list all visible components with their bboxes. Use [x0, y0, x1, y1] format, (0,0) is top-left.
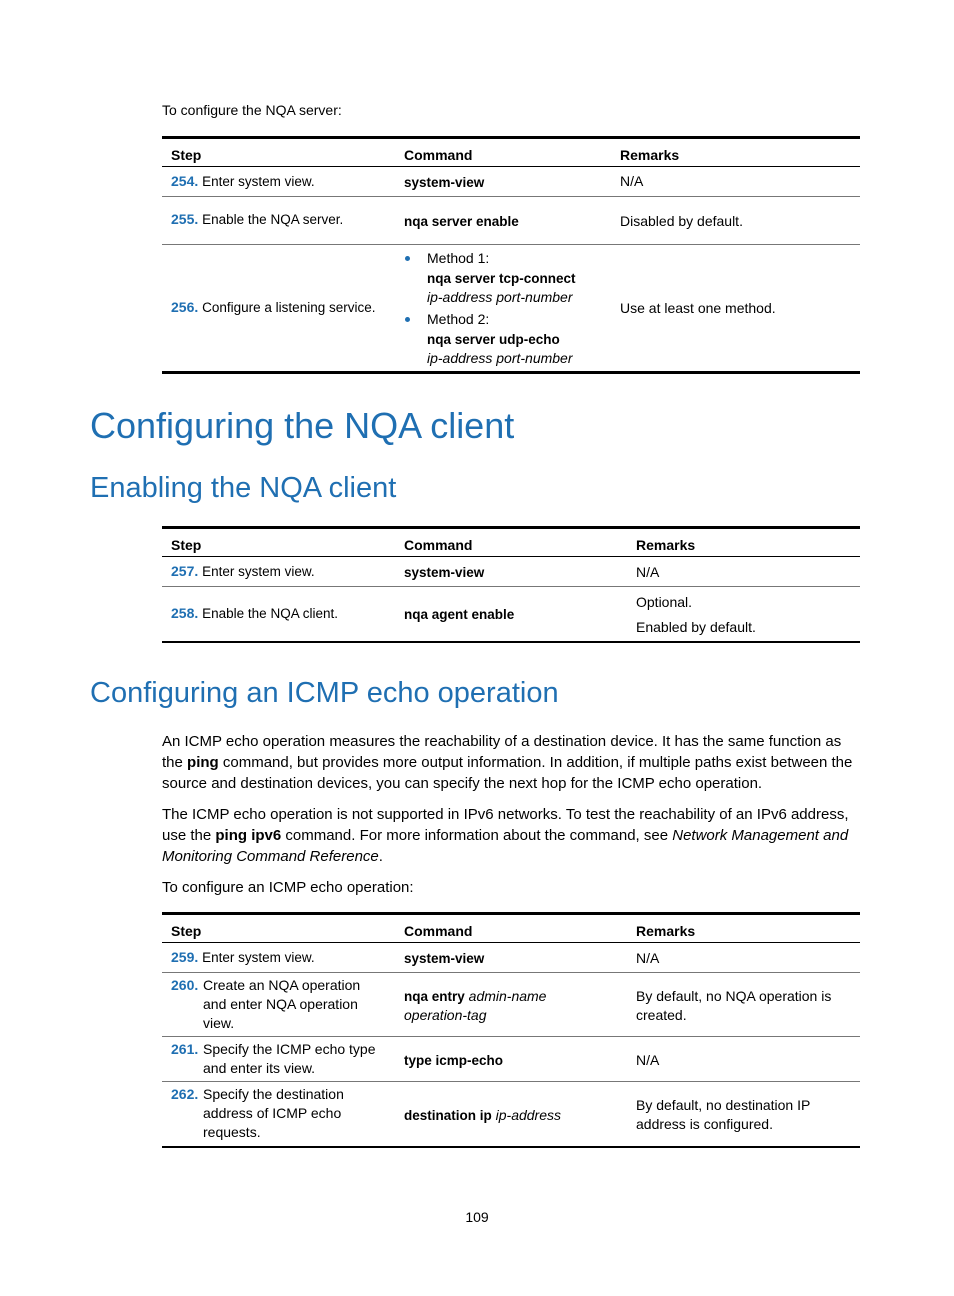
step-text: and enter NQA operation	[203, 996, 358, 1012]
step-number: 254.	[171, 173, 199, 189]
method-1-command: nqa server tcp-connect	[427, 271, 576, 286]
remarks-text: created.	[636, 1007, 687, 1023]
command-text: type icmp-echo	[404, 1053, 504, 1068]
heading-configuring-nqa-client: Configuring the NQA client	[90, 405, 515, 446]
step-text: Enable the NQA client.	[202, 606, 338, 621]
command-text: system-view	[404, 951, 485, 966]
row-divider	[162, 1036, 860, 1037]
method-2-argument: ip-address port-number	[427, 350, 573, 366]
row-divider	[162, 196, 860, 197]
command-argument: admin-name	[468, 988, 547, 1004]
heading-configuring-icmp-echo: Configuring an ICMP echo operation	[90, 677, 559, 709]
paragraph-ipv6-note	[162, 804, 864, 867]
method-1-label: Method 1:	[427, 250, 490, 266]
reference-title: Network Management and Monitoring Command Reference	[162, 827, 849, 865]
table-bottom-rule	[162, 641, 860, 643]
step-text: Enable the NQA server.	[202, 212, 344, 227]
command-text: nqa agent enable	[404, 607, 515, 622]
header-remarks: Remarks	[636, 537, 696, 553]
header-step: Step	[171, 537, 202, 553]
header-command: Command	[404, 537, 473, 553]
header-rule	[162, 942, 860, 943]
method-2-command: nqa server udp-echo	[427, 332, 560, 347]
step-text: Create an NQA operation	[203, 977, 361, 993]
step-number: 258.	[171, 605, 199, 621]
method-2-label: Method 2:	[427, 311, 490, 327]
row-divider	[162, 972, 860, 973]
command-argument: ip-address	[495, 1107, 562, 1123]
row-divider	[162, 586, 860, 587]
table-row	[171, 562, 315, 581]
step-text: and enter its view.	[203, 1060, 316, 1076]
step-number: 262.	[171, 1086, 199, 1102]
header-command: Command	[404, 923, 473, 939]
remarks-text: Disabled by default.	[620, 213, 743, 229]
header-command: Command	[404, 147, 473, 163]
intro-server-text: To configure the NQA server:	[162, 102, 342, 118]
step-text: address of ICMP echo	[203, 1105, 342, 1121]
table-bottom-rule	[162, 371, 860, 374]
step-text: Enter system view.	[202, 950, 315, 965]
header-remarks: Remarks	[620, 147, 680, 163]
step-number: 255.	[171, 211, 199, 227]
command-text	[404, 987, 546, 1006]
paragraph-text: command, but provides more output information. In addition, if multiple paths exist between the source and destination devices, you can specify the next hop for the ICMP echo operation.	[162, 754, 853, 792]
table-row	[171, 210, 343, 229]
table-row	[171, 948, 315, 967]
step-text: Enter system view.	[202, 174, 315, 189]
step-number: 261.	[171, 1041, 199, 1057]
header-step: Step	[171, 147, 202, 163]
header-step: Step	[171, 923, 202, 939]
step-number: 259.	[171, 949, 199, 965]
row-divider	[162, 1081, 860, 1082]
header-rule	[162, 166, 860, 167]
bullet-icon	[405, 317, 410, 322]
paragraph-text: An ICMP echo operation measures the reachability of a destination device. It has the same function as the	[162, 733, 842, 771]
remarks-text: By default, no NQA operation is	[636, 988, 832, 1004]
step-text: Specify the destination	[203, 1086, 344, 1102]
paragraph-text: command. For more information about the command, see	[281, 827, 673, 844]
command-text: system-view	[404, 175, 485, 190]
step-text: requests.	[203, 1124, 261, 1140]
step-number: 256.	[171, 299, 199, 315]
intro-icmp-text: To configure an ICMP echo operation:	[162, 879, 414, 896]
header-rule	[162, 556, 860, 557]
remarks-text: Optional.	[636, 594, 693, 610]
command-ping-ipv6: ping ipv6	[215, 827, 282, 844]
command-text: nqa server enable	[404, 214, 519, 229]
bullet-icon	[405, 256, 410, 261]
table-top-rule	[162, 136, 860, 139]
table-row	[171, 298, 375, 317]
step-number: 257.	[171, 563, 199, 579]
header-remarks: Remarks	[636, 923, 696, 939]
remarks-text: By default, no destination IP	[636, 1097, 811, 1113]
remarks-text: N/A	[636, 950, 660, 966]
heading-enabling-nqa-client: Enabling the NQA client	[90, 472, 397, 504]
remarks-text: N/A	[620, 173, 644, 189]
step-text: Configure a listening service.	[202, 300, 376, 315]
command-argument: operation-tag	[404, 1007, 487, 1023]
step-text: Specify the ICMP echo type	[203, 1041, 376, 1057]
table-row	[171, 604, 338, 623]
command-text	[404, 1106, 561, 1125]
command-text: system-view	[404, 565, 485, 580]
remarks-text: N/A	[636, 564, 660, 580]
table-row	[171, 172, 315, 191]
command-keyword: destination ip	[404, 1108, 492, 1123]
step-number: 260.	[171, 977, 199, 993]
remarks-text: N/A	[636, 1052, 660, 1068]
table-top-rule	[162, 912, 860, 915]
table-top-rule	[162, 526, 860, 529]
command-keyword: nqa entry	[404, 989, 465, 1004]
step-text: view.	[203, 1015, 235, 1031]
row-divider	[162, 244, 860, 245]
paragraph-text: The ICMP echo operation is not supported in IPv6 networks. To test the reachability of an IPv6 address, use the	[162, 806, 849, 844]
page-number: 109	[465, 1209, 489, 1225]
remarks-text: address is configured.	[636, 1116, 773, 1132]
step-text: Enter system view.	[202, 564, 315, 579]
remarks-text: Enabled by default.	[636, 619, 756, 635]
command-ping: ping	[187, 754, 219, 771]
paragraph-text: .	[378, 848, 383, 865]
paragraph-icmp-description	[162, 731, 864, 794]
method-1-argument: ip-address port-number	[427, 289, 573, 305]
remarks-text: Use at least one method.	[620, 300, 776, 316]
table-bottom-rule	[162, 1146, 860, 1148]
